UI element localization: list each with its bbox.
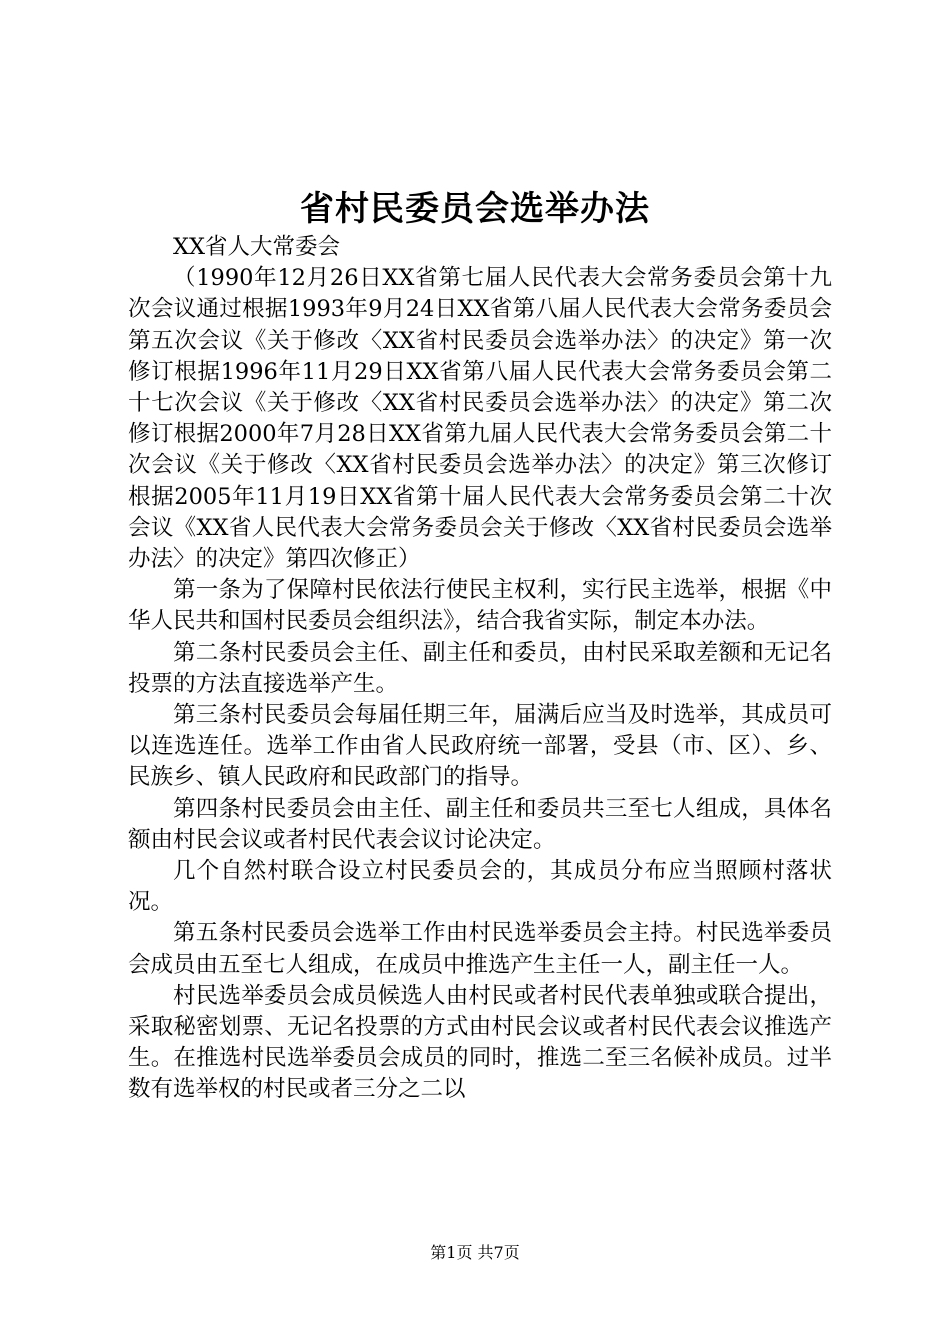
article-4-sub-paragraph: 几个自然村联合设立村民委员会的，其成员分布应当照顾村落状况。 (128, 858, 832, 916)
revision-history-paragraph: （1990年12月26日XX省第七届人民代表大会常务委员会第十九次会议通过根据1993年9月24日XX省第八届人民代表大会常务委员会第五次会议《关于修改〈XX省村民委员会选举办法〉的决定》第一次修订根据1996年11月29日XX省第八届人民代表大会常务委员会第二十七次会议《关于修改〈XX省村民委员会选举办法〉的决定》第二次修订根据2000年7月28日XX省第九届人民代表大会常务委员会第二十次会议《关于修改〈XX省村民委员会选举办法〉的决定》第三次修订根据2005年11月19日XX省第十届人民代表大会常务委员会第二十次会议《XX省人民代表大会常务委员会关于修改〈XX省村民委员会选举办法〉的决定》第四次修正） (128, 265, 832, 573)
article-4-paragraph: 第四条村民委员会由主任、副主任和委员共三至七人组成，具体名额由村民会议或者村民代表会议讨论决定。 (128, 795, 832, 853)
article-1-paragraph: 第一条为了保障村民依法行使民主权利，实行民主选举，根据《中华人民共和国村民委员会组织法》，结合我省实际，制定本办法。 (128, 577, 832, 635)
issuer-line: XX省人大常委会 (173, 234, 341, 260)
document-body (128, 232, 832, 1106)
article-2-paragraph: 第二条村民委员会主任、副主任和委员，由村民采取差额和无记名投票的方法直接选举产生。 (128, 639, 832, 697)
article-3-paragraph: 第三条村民委员会每届任期三年，届满后应当及时选举，其成员可以连选连任。选举工作由省人民政府统一部署，受县（市、区）、乡、民族乡、镇人民政府和民政部门的指导。 (128, 702, 832, 791)
document-title: 省村民委员会选举办法 (300, 189, 650, 229)
article-5-paragraph: 第五条村民委员会选举工作由村民选举委员会主持。村民选举委员会成员由五至七人组成，在成员中推选产生主任一人，副主任一人。 (128, 920, 832, 978)
article-5-sub-paragraph: 村民选举委员会成员候选人由村民或者村民代表单独或联合提出，采取秘密划票、无记名投票的方式由村民会议或者村民代表会议推选产生。在推选村民选举委员会成员的同时，推选二至三名候补成员。过半数有选举权的村民或者三分之二以 (128, 982, 832, 1103)
page-number-footer: 第1页 共7页 (430, 1243, 520, 1262)
